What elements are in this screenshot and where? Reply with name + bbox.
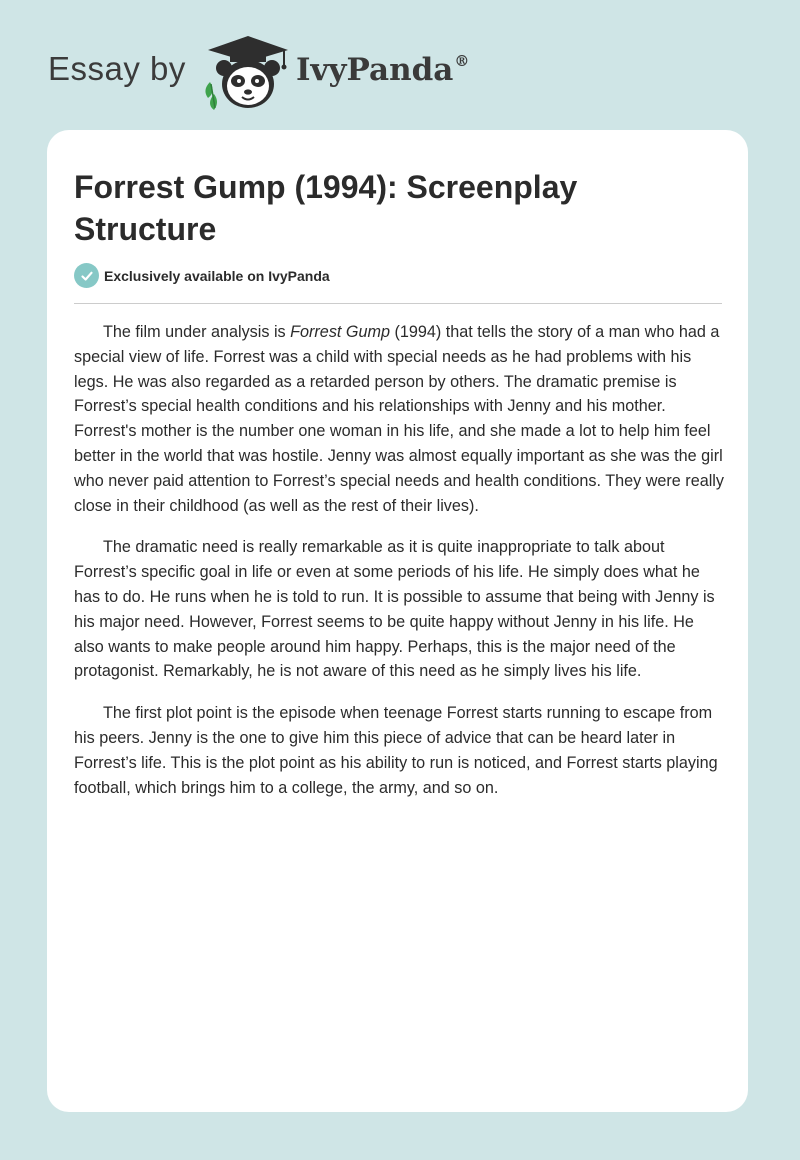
essay-card bbox=[47, 130, 748, 1112]
paragraph-2: The dramatic need is really remarkable as it is quite inappropriate to talk about Forrest’s specific goal in life or even at some periods of his life. He simply does what he has to do. He runs when he is told to run. It is possible to assume that being with Jenny is his major need. However, Forrest seems to be quite happy without Jenny in his life. He also wants to make people around him happy. Perhaps, this is the major need of the protagonist. Remarkably, he is not aware of this need as he simply lives his life. bbox=[74, 538, 715, 681]
essay-title: Forrest Gump (1994): Screenplay Structure bbox=[74, 169, 578, 247]
exclusive-badge bbox=[74, 263, 330, 288]
site-header bbox=[0, 0, 800, 130]
paragraph-3: The first plot point is the episode when teenage Forrest starts running to escape from his peers. Jenny is the one to give him this piece of advice that can be heard later in Forrest’s life. This is the plot point as his ability to run is noticed, and Forrest starts playing football, which brings him to a college, the army, and so on. bbox=[74, 704, 718, 797]
essay-by-label: Essay by bbox=[48, 50, 186, 87]
brand-text: IvyPanda bbox=[296, 52, 454, 88]
exclusive-label: Exclusively available on IvyPanda bbox=[104, 267, 330, 284]
panda-graduate-icon[interactable] bbox=[200, 32, 296, 112]
paragraph-1-start: The film under analysis is bbox=[103, 323, 291, 341]
film-title: Forrest Gump bbox=[290, 323, 390, 341]
paragraph-1 bbox=[74, 320, 725, 518]
essay-body bbox=[74, 320, 725, 817]
brand-name[interactable] bbox=[296, 52, 469, 88]
divider bbox=[74, 303, 722, 304]
registered-mark: ® bbox=[454, 52, 470, 70]
check-icon bbox=[74, 263, 99, 288]
paragraph-1-rest: (1994) that tells the story of a man who had a special view of life. Forrest was a child with special needs as he had problems with his legs. He was also regarded as a retarded person by others. The dramatic premise is Forrest’s special health conditions and his relationships with Jenny and his mother. Forrest's mother is the number one woman in his life, and she made a lot to help him feel better in the world that was hostile. Jenny was almost equally important as she was the girl who never paid attention to Forrest’s special needs and health conditions. They were really close in their childhood (as well as the rest of their lives). bbox=[74, 323, 724, 515]
